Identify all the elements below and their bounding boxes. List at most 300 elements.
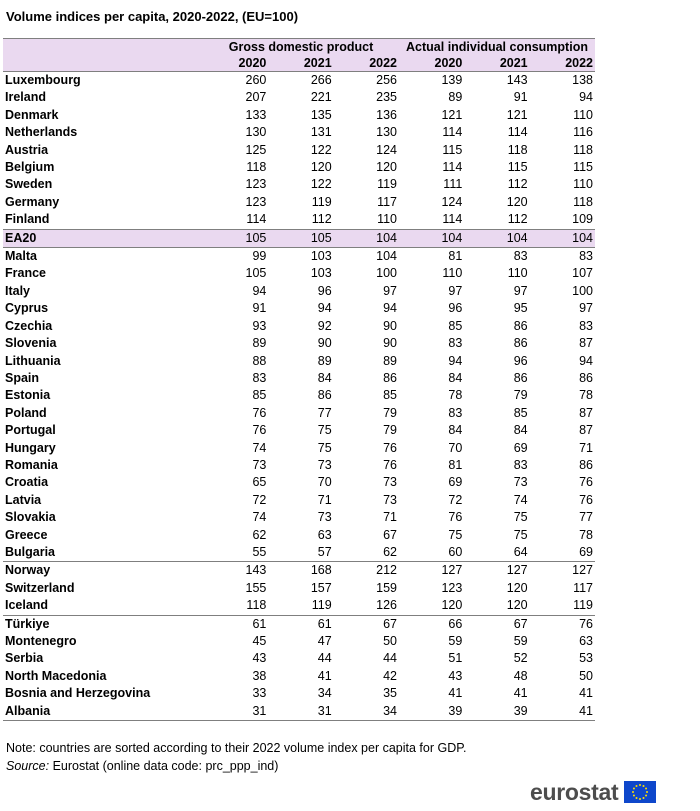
header-gdp: Gross domestic product: [203, 39, 399, 57]
value-cell: 116: [573, 125, 593, 140]
header-year: 2021: [464, 56, 529, 72]
value-cell: 118: [573, 142, 593, 157]
value-cell: 73: [383, 475, 397, 490]
value-cell: 81: [448, 457, 463, 472]
value-cell: 69: [513, 440, 528, 455]
value-cell: 119: [311, 194, 332, 209]
header-year: 2022: [530, 56, 595, 72]
table-row: [3, 650, 595, 667]
table-row: [3, 124, 595, 141]
flag-star: [633, 788, 635, 790]
value-cell: 75: [448, 527, 463, 542]
table-row: [3, 107, 595, 124]
value-cell: 112: [311, 212, 332, 227]
value-cell: 104: [334, 229, 399, 247]
value-cell: 50: [383, 634, 397, 648]
value-cell: 266: [310, 73, 332, 87]
country-name-cell: Luxembourg: [5, 73, 81, 87]
value-cell: 70: [317, 475, 332, 490]
value-cell: 105: [245, 266, 267, 281]
value-cell: 159: [376, 580, 397, 595]
table-row: [3, 544, 595, 562]
value-cell: 41: [530, 703, 595, 721]
value-cell: 84: [448, 423, 463, 438]
flag-star: [639, 784, 641, 786]
country-name-cell: Malta: [5, 249, 37, 264]
eurostat-logo: [530, 779, 656, 805]
value-cell: 120: [441, 598, 463, 613]
value-cell: 118: [246, 160, 267, 175]
value-cell: 75: [317, 440, 332, 455]
value-cell: 73: [317, 457, 332, 472]
logo-text: eurostat: [530, 778, 619, 805]
table-row: [3, 615, 595, 633]
value-cell: 64: [513, 544, 528, 559]
country-name-cell: Bulgaria: [5, 544, 56, 559]
value-cell: 51: [448, 651, 463, 666]
value-cell: 110: [573, 107, 593, 122]
value-cell: 123: [245, 177, 267, 192]
value-cell: 31: [268, 703, 333, 721]
table-row: [3, 89, 595, 106]
value-cell: 168: [268, 562, 333, 580]
value-cell: 45: [252, 634, 267, 648]
flag-star: [639, 798, 641, 800]
value-cell: 94: [383, 301, 397, 316]
country-name-cell: Albania: [3, 703, 203, 721]
table-title: Volume indices per capita, 2020-2022, (EU=100): [6, 9, 299, 24]
value-cell: 119: [573, 598, 593, 613]
source-text: Eurostat (online data code: prc_ppp_ind): [52, 759, 279, 773]
table-row: [3, 370, 595, 387]
value-cell: 117: [377, 194, 397, 209]
value-cell: 65: [252, 475, 267, 490]
value-cell: 47: [317, 634, 332, 648]
value-cell: 75: [513, 527, 528, 542]
country-name-cell: Croatia: [5, 475, 49, 490]
value-cell: 105: [268, 229, 333, 247]
value-cell: 126: [376, 598, 397, 613]
value-cell: 136: [376, 107, 397, 122]
table-row: [3, 72, 595, 90]
value-cell: 115: [507, 160, 528, 175]
value-cell: 127: [530, 562, 595, 580]
value-cell: 121: [441, 107, 463, 122]
table-row: [3, 668, 595, 685]
value-cell: 85: [513, 405, 528, 420]
country-name-cell: Hungary: [5, 440, 56, 455]
header-row-groups: [3, 39, 595, 57]
value-cell: 100: [376, 266, 397, 281]
value-cell: 256: [376, 73, 397, 87]
value-cell: 100: [572, 283, 593, 298]
value-cell: 104: [530, 229, 595, 247]
value-cell: 114: [246, 212, 267, 227]
value-cell: 107: [572, 266, 593, 281]
value-cell: 62: [383, 544, 397, 559]
value-cell: 105: [203, 229, 268, 247]
country-name-cell: Serbia: [5, 651, 44, 666]
value-cell: 38: [252, 668, 267, 683]
table-row: [3, 142, 595, 159]
value-cell: 99: [252, 249, 267, 264]
table-row: [3, 211, 595, 229]
value-cell: 130: [245, 125, 267, 140]
table-row: [3, 159, 595, 176]
table-row: [3, 335, 595, 352]
value-cell: 104: [376, 249, 397, 264]
value-cell: 121: [506, 107, 528, 122]
value-cell: 97: [383, 283, 397, 298]
value-cell: 76: [579, 492, 593, 507]
value-cell: 120: [506, 194, 528, 209]
value-cell: 114: [442, 160, 463, 175]
country-name-cell: Sweden: [5, 177, 53, 192]
value-cell: 31: [203, 703, 268, 721]
table-row: [3, 283, 595, 300]
value-cell: 41: [317, 668, 332, 683]
value-cell: 118: [573, 194, 593, 209]
table-row: [3, 474, 595, 491]
country-name-cell: Denmark: [5, 107, 59, 122]
value-cell: 85: [252, 388, 267, 403]
value-cell: 74: [513, 492, 528, 507]
value-cell: 61: [203, 615, 268, 633]
value-cell: 112: [507, 177, 528, 192]
value-cell: 73: [252, 457, 267, 472]
table-row: [3, 353, 595, 370]
country-name-cell: Bosnia and Herzegovina: [5, 686, 151, 701]
value-cell: 62: [252, 527, 267, 542]
value-cell: 123: [245, 194, 267, 209]
data-table: [3, 38, 595, 721]
value-cell: 41: [448, 686, 463, 701]
value-cell: 157: [310, 580, 332, 595]
country-name-cell: Estonia: [5, 388, 51, 403]
value-cell: 97: [448, 283, 463, 298]
country-name-cell: Finland: [5, 212, 50, 227]
country-name-cell: Czechia: [5, 318, 53, 333]
value-cell: 143: [203, 562, 268, 580]
value-cell: 69: [448, 475, 463, 490]
value-cell: 87: [579, 423, 593, 438]
value-cell: 73: [317, 510, 332, 525]
country-name-cell: Germany: [5, 194, 60, 209]
table-row: [3, 527, 595, 544]
value-cell: 91: [513, 90, 528, 105]
value-cell: 114: [442, 212, 463, 227]
value-cell: 79: [383, 423, 397, 438]
value-cell: 138: [572, 73, 593, 87]
value-cell: 114: [442, 125, 463, 140]
value-cell: 97: [579, 301, 593, 316]
value-cell: 86: [579, 370, 593, 385]
value-cell: 41: [513, 686, 528, 701]
table-row: [3, 405, 595, 422]
value-cell: 75: [513, 510, 528, 525]
value-cell: 42: [383, 668, 397, 683]
flag-star: [636, 785, 638, 787]
value-cell: 52: [513, 651, 528, 666]
value-cell: 90: [383, 318, 397, 333]
value-cell: 39: [464, 703, 529, 721]
value-cell: 71: [383, 510, 397, 525]
header-empty-cell: [3, 39, 203, 57]
source-line: [6, 759, 278, 773]
value-cell: 83: [579, 249, 593, 264]
value-cell: 55: [252, 544, 267, 559]
value-cell: 90: [317, 336, 332, 351]
value-cell: 70: [448, 440, 463, 455]
table-row: [3, 194, 595, 211]
value-cell: 115: [573, 160, 593, 175]
value-cell: 76: [530, 615, 595, 633]
value-cell: 97: [513, 283, 528, 298]
country-name-cell: Latvia: [5, 492, 42, 507]
value-cell: 75: [317, 423, 332, 438]
value-cell: 33: [252, 686, 267, 701]
value-cell: 221: [310, 90, 332, 105]
country-name-cell: Italy: [5, 283, 31, 298]
value-cell: 104: [399, 229, 464, 247]
value-cell: 50: [579, 668, 593, 683]
country-name-cell: Switzerland: [5, 580, 75, 595]
value-cell: 73: [513, 475, 528, 490]
country-name-cell: EA20: [3, 229, 203, 247]
header-year: 2022: [334, 56, 399, 72]
table-row: [3, 633, 595, 650]
value-cell: 94: [448, 353, 463, 368]
value-cell: 89: [252, 336, 267, 351]
value-cell: 119: [311, 598, 332, 613]
table-row: [3, 703, 595, 721]
value-cell: 130: [376, 125, 397, 140]
value-cell: 103: [310, 266, 332, 281]
value-cell: 86: [513, 336, 528, 351]
table-row: [3, 509, 595, 526]
value-cell: 76: [252, 405, 267, 420]
value-cell: 74: [252, 440, 267, 455]
value-cell: 110: [507, 266, 528, 281]
value-cell: 115: [442, 142, 463, 157]
value-cell: 118: [246, 598, 267, 613]
country-name-cell: France: [5, 266, 46, 281]
value-cell: 76: [448, 510, 463, 525]
value-cell: 76: [252, 423, 267, 438]
value-cell: 85: [383, 388, 397, 403]
value-cell: 131: [310, 125, 332, 140]
value-cell: 84: [448, 370, 463, 385]
value-cell: 85: [448, 318, 463, 333]
value-cell: 86: [513, 318, 528, 333]
eu-flag-icon: [624, 781, 656, 803]
value-cell: 119: [377, 177, 397, 192]
value-cell: 112: [507, 212, 528, 227]
value-cell: 110: [573, 177, 593, 192]
country-name-cell: Spain: [5, 370, 40, 385]
value-cell: 86: [513, 370, 528, 385]
value-cell: 122: [310, 142, 332, 157]
table-row: [3, 318, 595, 335]
value-cell: 96: [513, 353, 528, 368]
value-cell: 83: [252, 370, 267, 385]
value-cell: 83: [448, 336, 463, 351]
value-cell: 109: [572, 212, 593, 227]
value-cell: 90: [383, 336, 397, 351]
value-cell: 155: [245, 580, 267, 595]
value-cell: 83: [513, 249, 528, 264]
table-row: [3, 562, 595, 580]
table-row: [3, 685, 595, 702]
value-cell: 125: [245, 142, 267, 157]
value-cell: 57: [317, 544, 332, 559]
value-cell: 95: [513, 301, 528, 316]
value-cell: 67: [383, 527, 397, 542]
value-cell: 118: [507, 142, 528, 157]
table-row: [3, 440, 595, 457]
table-row: [3, 229, 595, 247]
value-cell: 120: [506, 580, 528, 595]
value-cell: 71: [317, 492, 332, 507]
value-cell: 127: [464, 562, 529, 580]
value-cell: 87: [579, 336, 593, 351]
value-cell: 86: [579, 457, 593, 472]
value-cell: 34: [317, 686, 332, 701]
flag-star: [645, 795, 647, 797]
header-year: 2020: [203, 56, 268, 72]
value-cell: 96: [317, 283, 332, 298]
header-row-years: [3, 56, 595, 72]
footnote: Note: countries are sorted according to their 2022 volume index per capita for GDP.: [6, 741, 467, 755]
value-cell: 89: [317, 353, 332, 368]
value-cell: 83: [513, 457, 528, 472]
value-cell: 103: [310, 249, 332, 264]
flag-star: [646, 791, 648, 793]
value-cell: 78: [448, 388, 463, 403]
table-row: [3, 580, 595, 597]
value-cell: 212: [334, 562, 399, 580]
header-year: 2020: [399, 56, 464, 72]
value-cell: 124: [376, 142, 397, 157]
country-name-cell: Belgium: [5, 160, 55, 175]
value-cell: 120: [376, 160, 397, 175]
table-row: [3, 265, 595, 282]
header-aic: Actual individual consumption: [399, 39, 595, 57]
country-name-cell: Norway: [3, 562, 203, 580]
value-cell: 78: [579, 388, 593, 403]
value-cell: 91: [252, 301, 267, 316]
value-cell: 77: [317, 405, 332, 420]
value-cell: 34: [334, 703, 399, 721]
value-cell: 43: [448, 668, 463, 683]
value-cell: 81: [448, 249, 463, 264]
flag-star: [643, 785, 645, 787]
country-name-cell: Slovakia: [5, 510, 56, 525]
value-cell: 235: [376, 90, 397, 105]
value-cell: 260: [245, 73, 267, 87]
value-cell: 79: [513, 388, 528, 403]
value-cell: 76: [383, 440, 397, 455]
country-name-cell: Iceland: [5, 598, 49, 613]
value-cell: 67: [334, 615, 399, 633]
value-cell: 72: [448, 492, 463, 507]
value-cell: 143: [506, 73, 528, 87]
value-cell: 59: [513, 634, 528, 648]
value-cell: 133: [245, 107, 267, 122]
value-cell: 76: [579, 475, 593, 490]
country-name-cell: Ireland: [5, 90, 46, 105]
value-cell: 84: [513, 423, 528, 438]
value-cell: 43: [252, 651, 267, 666]
value-cell: 63: [579, 634, 593, 648]
value-cell: 60: [448, 544, 463, 559]
table-row: [3, 492, 595, 509]
flag-star: [645, 788, 647, 790]
value-cell: 83: [579, 318, 593, 333]
value-cell: 39: [399, 703, 464, 721]
value-cell: 44: [383, 651, 397, 666]
country-name-cell: Slovenia: [5, 336, 57, 351]
table-row: [3, 300, 595, 317]
value-cell: 72: [252, 492, 267, 507]
value-cell: 53: [579, 651, 593, 666]
value-cell: 120: [310, 160, 332, 175]
value-cell: 78: [579, 527, 593, 542]
value-cell: 86: [317, 388, 332, 403]
value-cell: 83: [448, 405, 463, 420]
country-name-cell: Cyprus: [5, 301, 49, 316]
value-cell: 88: [252, 353, 267, 368]
value-cell: 111: [443, 177, 463, 192]
value-cell: 207: [245, 90, 267, 105]
table-row: [3, 248, 595, 266]
country-name-cell: North Macedonia: [5, 668, 107, 683]
country-name-cell: Montenegro: [5, 634, 77, 648]
country-name-cell: Portugal: [5, 423, 56, 438]
value-cell: 44: [317, 651, 332, 666]
value-cell: 59: [448, 634, 463, 648]
value-cell: 76: [383, 457, 397, 472]
value-cell: 94: [579, 353, 593, 368]
flag-star: [633, 795, 635, 797]
header-empty-cell: [3, 56, 203, 72]
value-cell: 48: [513, 668, 528, 683]
country-name-cell: Netherlands: [5, 125, 78, 140]
value-cell: 110: [377, 212, 397, 227]
country-name-cell: Poland: [5, 405, 47, 420]
table-row: [3, 597, 595, 615]
value-cell: 96: [448, 301, 463, 316]
country-name-cell: Greece: [5, 527, 48, 542]
value-cell: 139: [441, 73, 463, 87]
value-cell: 63: [317, 527, 332, 542]
value-cell: 35: [383, 686, 397, 701]
value-cell: 94: [252, 283, 267, 298]
value-cell: 73: [383, 492, 397, 507]
table-row: [3, 457, 595, 474]
value-cell: 123: [441, 580, 463, 595]
value-cell: 89: [448, 90, 463, 105]
flag-star: [636, 797, 638, 799]
value-cell: 117: [573, 580, 593, 595]
value-cell: 92: [317, 318, 332, 333]
value-cell: 135: [310, 107, 332, 122]
value-cell: 127: [399, 562, 464, 580]
value-cell: 84: [317, 370, 332, 385]
country-name-cell: Romania: [5, 457, 58, 472]
flag-star: [632, 791, 634, 793]
value-cell: 86: [383, 370, 397, 385]
